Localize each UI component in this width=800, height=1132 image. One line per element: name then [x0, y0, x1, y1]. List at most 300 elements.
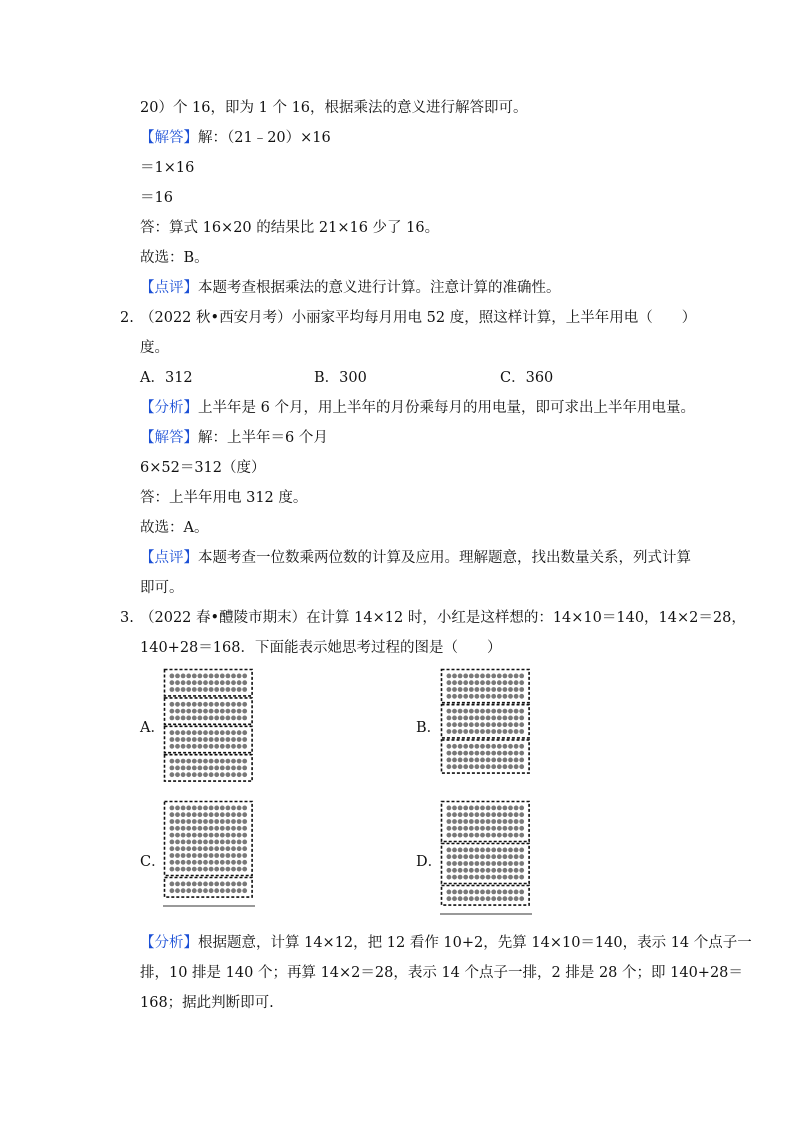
dot	[203, 867, 208, 872]
dot	[214, 730, 219, 735]
dot	[491, 694, 496, 699]
dot	[514, 758, 519, 763]
dot	[220, 812, 225, 817]
dot	[469, 854, 474, 859]
dot	[181, 812, 186, 817]
dot	[198, 702, 203, 707]
dot	[226, 846, 231, 851]
dot	[519, 826, 524, 831]
dot	[514, 833, 519, 838]
dot	[514, 694, 519, 699]
dot	[508, 674, 513, 679]
dot	[491, 848, 496, 853]
option-c-dot-figure	[163, 800, 255, 908]
dot	[175, 846, 180, 851]
dot	[198, 853, 203, 858]
option-d-dot-figure-svg	[440, 800, 532, 916]
dot	[508, 806, 513, 811]
q1-review-tag: 【点评】	[140, 280, 198, 296]
dot	[508, 751, 513, 756]
dot	[198, 867, 203, 872]
dot	[463, 868, 468, 873]
dot	[475, 806, 480, 811]
dot	[214, 846, 219, 851]
dot	[508, 709, 513, 714]
dot	[514, 680, 519, 685]
dot	[486, 764, 491, 769]
dot	[491, 875, 496, 880]
q3-figure-label-a: A．	[140, 720, 165, 736]
dot	[503, 744, 508, 749]
dot	[237, 737, 242, 742]
dot	[447, 674, 452, 679]
dot	[181, 687, 186, 692]
dot	[214, 709, 219, 714]
dot	[480, 812, 485, 817]
dot	[237, 730, 242, 735]
dot	[226, 853, 231, 858]
option-c-dot-figure-svg	[163, 800, 255, 908]
dot	[452, 896, 457, 901]
dot	[475, 758, 480, 763]
dot	[497, 729, 502, 734]
dot	[497, 854, 502, 859]
q3-analysis-tag: 【分析】	[140, 935, 198, 951]
dot	[226, 867, 231, 872]
dot	[175, 702, 180, 707]
dot	[480, 709, 485, 714]
q2-review-text-1: 本题考查一位数乘两位数的计算及应用。理解题意，找出数量关系，列式计算	[198, 550, 691, 566]
dot	[203, 702, 208, 707]
dot	[463, 896, 468, 901]
dot	[192, 730, 197, 735]
dot	[480, 826, 485, 831]
dot	[480, 687, 485, 692]
dot	[491, 854, 496, 859]
dot	[497, 826, 502, 831]
dot	[198, 806, 203, 811]
dot-group-box	[442, 886, 530, 906]
q1-solution-line	[140, 128, 331, 148]
dot	[514, 826, 519, 831]
dot	[203, 674, 208, 679]
dot	[231, 716, 236, 721]
dot	[458, 680, 463, 685]
dot	[503, 758, 508, 763]
dot	[209, 860, 214, 865]
dot	[181, 806, 186, 811]
dot	[170, 716, 175, 721]
dot	[519, 861, 524, 866]
q3-figure-label-c: C．	[140, 854, 166, 870]
dot	[458, 709, 463, 714]
dot	[175, 772, 180, 777]
dot	[242, 702, 247, 707]
dot	[181, 772, 186, 777]
dot	[170, 680, 175, 685]
dot	[175, 853, 180, 858]
dot	[469, 868, 474, 873]
dot	[181, 680, 186, 685]
dot	[231, 882, 236, 887]
dot	[231, 812, 236, 817]
dot	[203, 680, 208, 685]
dot	[497, 716, 502, 721]
dot	[170, 846, 175, 851]
dot	[514, 896, 519, 901]
dot	[458, 826, 463, 831]
dot	[486, 744, 491, 749]
dot	[198, 882, 203, 887]
dot	[198, 766, 203, 771]
dot	[226, 709, 231, 714]
dot	[469, 875, 474, 880]
dot	[480, 890, 485, 895]
dot	[447, 826, 452, 831]
dot	[192, 888, 197, 893]
dot	[497, 896, 502, 901]
dot	[231, 730, 236, 735]
dot	[226, 730, 231, 735]
dot	[237, 680, 242, 685]
dot	[220, 806, 225, 811]
dot	[175, 819, 180, 824]
dot	[469, 716, 474, 721]
dot	[186, 888, 191, 893]
dot	[452, 716, 457, 721]
dot	[209, 744, 214, 749]
dot	[469, 674, 474, 679]
dot	[192, 819, 197, 824]
dot	[170, 826, 175, 831]
dot	[452, 722, 457, 727]
dot	[491, 687, 496, 692]
dot	[237, 759, 242, 764]
dot	[497, 709, 502, 714]
dot	[237, 860, 242, 865]
dot	[447, 758, 452, 763]
dot	[175, 737, 180, 742]
dot	[203, 860, 208, 865]
dot	[458, 848, 463, 853]
dot	[514, 868, 519, 873]
dot	[480, 722, 485, 727]
dot	[508, 833, 513, 838]
dot	[203, 730, 208, 735]
dot	[242, 860, 247, 865]
dot	[503, 729, 508, 734]
dot	[514, 722, 519, 727]
dot	[503, 826, 508, 831]
dot	[497, 751, 502, 756]
dot	[181, 840, 186, 845]
dot	[209, 759, 214, 764]
dot	[209, 882, 214, 887]
dot	[231, 867, 236, 872]
dot	[480, 833, 485, 838]
dot	[519, 729, 524, 734]
dot	[480, 806, 485, 811]
dot	[209, 716, 214, 721]
dot	[242, 853, 247, 858]
dot	[242, 716, 247, 721]
dot	[475, 722, 480, 727]
dot	[475, 764, 480, 769]
dot	[203, 888, 208, 893]
dot	[220, 702, 225, 707]
dot	[514, 806, 519, 811]
dot	[226, 806, 231, 811]
dot	[497, 819, 502, 824]
dot	[452, 848, 457, 853]
dot	[198, 826, 203, 831]
dot	[503, 709, 508, 714]
dot	[503, 848, 508, 853]
dot	[463, 694, 468, 699]
option-a-dot-figure	[163, 668, 255, 786]
q2-analysis-text: 上半年是 6 个月，用上半年的月份乘每月的用电量，即可求出上半年用电量。	[198, 400, 695, 416]
dot	[497, 764, 502, 769]
dot	[203, 853, 208, 858]
dot	[475, 751, 480, 756]
dot	[231, 744, 236, 749]
dot	[452, 687, 457, 692]
dot	[519, 875, 524, 880]
dot	[491, 744, 496, 749]
dot	[447, 848, 452, 853]
dot	[486, 674, 491, 679]
dot	[237, 846, 242, 851]
dot	[458, 751, 463, 756]
dot	[458, 694, 463, 699]
dot	[503, 896, 508, 901]
dot	[458, 674, 463, 679]
q2-calculation: 6×52＝312（度）	[140, 460, 266, 476]
dot	[491, 890, 496, 895]
dot	[203, 716, 208, 721]
dot	[226, 687, 231, 692]
dot	[226, 737, 231, 742]
dot	[503, 694, 508, 699]
dot	[503, 687, 508, 692]
dot	[198, 772, 203, 777]
dot	[458, 722, 463, 727]
dot	[486, 819, 491, 824]
dot	[475, 826, 480, 831]
dot	[480, 758, 485, 763]
dot	[463, 833, 468, 838]
dot	[491, 826, 496, 831]
dot	[220, 680, 225, 685]
dot	[175, 812, 180, 817]
dot	[186, 744, 191, 749]
dot	[458, 812, 463, 817]
dot	[480, 674, 485, 679]
dot	[480, 848, 485, 853]
q1-step-1: ＝1×16	[140, 160, 195, 176]
dot	[181, 702, 186, 707]
dot	[237, 833, 242, 838]
dot	[170, 709, 175, 714]
dot	[491, 861, 496, 866]
dot	[447, 890, 452, 895]
dot	[220, 744, 225, 749]
dot	[170, 702, 175, 707]
dot	[519, 687, 524, 692]
dot	[198, 709, 203, 714]
dot	[486, 854, 491, 859]
dot	[186, 812, 191, 817]
dot	[475, 875, 480, 880]
dot	[497, 674, 502, 679]
dot	[519, 806, 524, 811]
dot	[491, 806, 496, 811]
dot	[475, 854, 480, 859]
dot	[231, 888, 236, 893]
dot	[497, 861, 502, 866]
dot	[237, 687, 242, 692]
dot	[463, 812, 468, 817]
dot	[220, 730, 225, 735]
dot	[214, 812, 219, 817]
dot	[231, 853, 236, 858]
dot	[514, 674, 519, 679]
dot	[469, 806, 474, 811]
q2-answer: 答：上半年用电 312 度。	[140, 490, 308, 506]
dot	[491, 896, 496, 901]
dot	[181, 882, 186, 887]
dot	[214, 674, 219, 679]
dot	[242, 759, 247, 764]
dot	[203, 744, 208, 749]
dot	[452, 868, 457, 873]
dot	[198, 737, 203, 742]
q1-solution-tag: 【解答】	[140, 130, 198, 146]
dot	[220, 687, 225, 692]
dot	[503, 716, 508, 721]
dot	[486, 758, 491, 763]
dot	[209, 772, 214, 777]
dot	[452, 875, 457, 880]
dot	[519, 833, 524, 838]
dot	[447, 764, 452, 769]
dot	[192, 680, 197, 685]
dot	[237, 772, 242, 777]
dot	[514, 709, 519, 714]
dot	[503, 680, 508, 685]
dot	[508, 848, 513, 853]
dot	[458, 896, 463, 901]
dot	[198, 833, 203, 838]
dot	[497, 812, 502, 817]
dot	[458, 833, 463, 838]
q2-review-text-2: 即可。	[140, 580, 184, 596]
dot	[237, 702, 242, 707]
q2-solution-line	[140, 428, 328, 448]
q2-stem-line-2: 度。	[140, 340, 169, 356]
dot	[170, 772, 175, 777]
dot	[480, 694, 485, 699]
dot	[237, 819, 242, 824]
dot	[231, 819, 236, 824]
dot	[192, 867, 197, 872]
dot	[237, 853, 242, 858]
dot	[242, 730, 247, 735]
dot	[508, 694, 513, 699]
q2-option-c: C．360	[500, 370, 554, 386]
dot	[519, 764, 524, 769]
dot	[452, 806, 457, 811]
dot	[186, 759, 191, 764]
q3-analysis-text-1: 根据题意，计算 14×12，把 12 看作 10+2，先算 14×10＝140，表示 14 个点子一	[198, 935, 752, 951]
dot	[214, 888, 219, 893]
dot	[209, 833, 214, 838]
dot	[447, 896, 452, 901]
dot	[519, 680, 524, 685]
dot	[209, 846, 214, 851]
dot	[463, 854, 468, 859]
dot	[220, 846, 225, 851]
dot	[237, 867, 242, 872]
dot	[480, 875, 485, 880]
dot	[514, 861, 519, 866]
dot	[237, 806, 242, 811]
dot	[220, 882, 225, 887]
dot	[463, 729, 468, 734]
dot	[192, 716, 197, 721]
dot	[186, 702, 191, 707]
dot	[175, 674, 180, 679]
dot	[242, 867, 247, 872]
q3-figure-label-d: D．	[416, 854, 443, 870]
dot	[186, 882, 191, 887]
dot	[463, 674, 468, 679]
dot	[242, 680, 247, 685]
dot	[486, 694, 491, 699]
dot	[475, 861, 480, 866]
dot	[198, 744, 203, 749]
dot	[447, 680, 452, 685]
dot	[181, 716, 186, 721]
dot	[226, 833, 231, 838]
dot	[231, 674, 236, 679]
dot	[203, 846, 208, 851]
dot	[203, 806, 208, 811]
dot	[186, 840, 191, 845]
dot	[203, 833, 208, 838]
dot	[486, 680, 491, 685]
dot	[491, 729, 496, 734]
dot	[237, 882, 242, 887]
dot	[203, 766, 208, 771]
dot	[497, 875, 502, 880]
dot	[503, 819, 508, 824]
dot	[203, 759, 208, 764]
dot	[214, 744, 219, 749]
dot	[452, 890, 457, 895]
dot	[452, 680, 457, 685]
dot	[170, 806, 175, 811]
dot	[491, 751, 496, 756]
dot	[519, 812, 524, 817]
dot	[198, 860, 203, 865]
dot	[226, 860, 231, 865]
dot	[192, 687, 197, 692]
dot	[503, 806, 508, 811]
dot	[458, 716, 463, 721]
dot	[186, 772, 191, 777]
dot	[458, 758, 463, 763]
